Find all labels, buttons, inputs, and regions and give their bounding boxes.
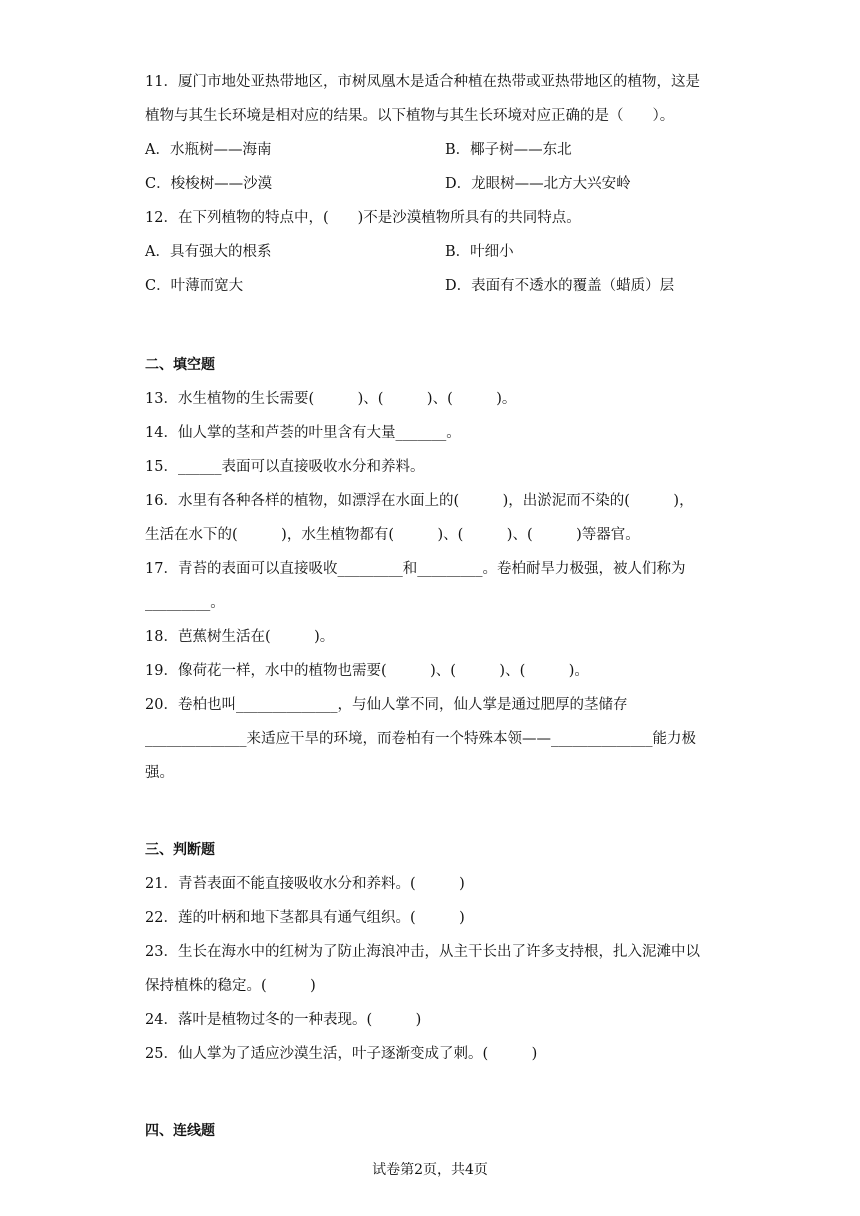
- q13: 13．水生植物的生长需要( )、( )、( )。: [145, 391, 517, 407]
- q20-line1: 20．卷柏也叫______________，与仙人掌不同，仙人掌是通过肥厚的茎储存: [145, 697, 628, 713]
- q23-line2: 保持植株的稳定。( ): [145, 978, 316, 994]
- q12-option-d: D．表面有不透水的覆盖（蜡质）层: [445, 278, 675, 294]
- q11-option-a: A．水瓶树——海南: [145, 142, 272, 158]
- q17-line2: _________。: [145, 595, 225, 611]
- q11-option-b: B．椰子树——东北: [445, 142, 572, 158]
- q20-line2: ______________来适应干旱的环境，而卷柏有一个特殊本领——______________能力极: [145, 731, 696, 747]
- q25: 25．仙人掌为了适应沙漠生活，叶子逐渐变成了刺。( ): [145, 1046, 538, 1062]
- q19: 19．像荷花一样，水中的植物也需要( )、( )、( )。: [145, 663, 589, 679]
- q16-line1: 16．水里有各种各样的植物，如漂浮在水面上的( )，出淤泥而不染的( )，: [145, 493, 694, 509]
- q21: 21．青苔表面不能直接吸收水分和养料。( ): [145, 876, 465, 892]
- q18: 18．芭蕉树生活在( )。: [145, 629, 335, 645]
- q24: 24．落叶是植物过冬的一种表现。( ): [145, 1012, 422, 1028]
- q23-line1: 23．生长在海水中的红树为了防止海浪冲击，从主干长出了许多支持根，扎入泥滩中以: [145, 944, 700, 960]
- q16-line2: 生活在水下的( )，水生植物都有( )、( )、( )等器官。: [145, 527, 640, 543]
- q11-option-c: C．梭梭树——沙漠: [145, 176, 273, 192]
- section-title-fill-in: 二、填空题: [145, 357, 215, 373]
- q22: 22．莲的叶柄和地下茎都具有通气组织。( ): [145, 910, 465, 926]
- q11-line1: 11．厦门市地处亚热带地区，市树凤凰木是适合种植在热带或亚热带地区的植物，这是: [145, 74, 700, 90]
- q20-line3: 强。: [145, 765, 174, 781]
- q12-option-c: C．叶薄而宽大: [145, 278, 244, 294]
- q15: 15．______表面可以直接吸收水分和养料。: [145, 459, 425, 475]
- section-title-judgement: 三、判断题: [145, 842, 215, 858]
- q12-line1: 12．在下列植物的特点中，( )不是沙漠植物所具有的共同特点。: [145, 210, 581, 226]
- q12-option-b: B．叶细小: [445, 244, 514, 260]
- section-title-matching: 四、连线题: [145, 1123, 215, 1139]
- q11-line2: 植物与其生长环境是相对应的结果。以下植物与其生长环境对应正确的是（ ）。: [145, 108, 675, 124]
- q17-line1: 17．青苔的表面可以直接吸收_________和_________。卷柏耐旱力极强，被人们称为: [145, 561, 686, 577]
- q11-option-d: D．龙眼树——北方大兴安岭: [445, 176, 631, 192]
- page-footer: 试卷第2页，共4页: [372, 1162, 488, 1178]
- q14: 14．仙人掌的茎和芦荟的叶里含有大量_______。: [145, 425, 461, 441]
- q12-option-a: A．具有强大的根系: [145, 244, 272, 260]
